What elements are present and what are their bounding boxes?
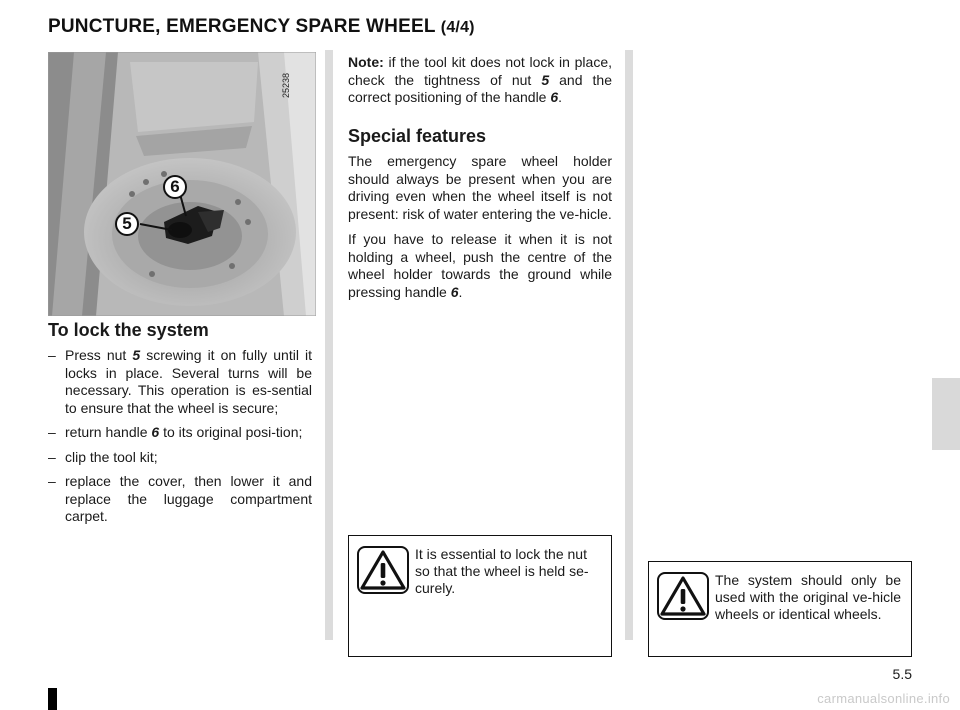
column-divider-left	[325, 50, 333, 640]
list-dash: –	[48, 448, 56, 465]
lock-system-heading: To lock the system	[48, 320, 209, 340]
list-dash: –	[48, 424, 56, 440]
note-paragraph	[348, 54, 612, 107]
page-title	[48, 16, 475, 38]
page-number: 5.5	[892, 666, 912, 682]
lock-step-2	[48, 424, 312, 442]
note-text: if the tool kit does not lock in place, check the tightness of nut	[348, 54, 612, 88]
title-main: PUNCTURE, EMERGENCY SPARE WHEEL	[48, 16, 436, 37]
paragraph-text: .	[458, 283, 463, 300]
figure-reference-code: 25238	[281, 72, 291, 98]
warning-text-lock-nut: It is essential to lock the nut so that the wheel is held se-curely.	[415, 546, 589, 596]
special-paragraph-2	[348, 231, 612, 301]
warning-box-original-wheels	[648, 561, 912, 657]
ref-nut-5: 5	[132, 347, 141, 363]
list-dash: –	[48, 473, 56, 489]
callout-nut-5: 5	[115, 212, 139, 236]
warning-triangle-icon	[357, 546, 409, 594]
callout-handle-6: 6	[163, 175, 187, 199]
page-corner-mark	[48, 688, 57, 710]
lock-step-3	[48, 449, 312, 467]
title-part-indicator: (4/4)	[440, 19, 475, 36]
step-text: return handle	[65, 424, 152, 440]
section-thumb-tab	[932, 378, 960, 450]
step-text: clip the tool kit;	[65, 448, 158, 465]
special-features-body	[348, 153, 612, 301]
note-label: Note:	[348, 54, 384, 70]
ref-handle-6: 6	[450, 283, 459, 300]
ref-handle-6: 6	[151, 424, 160, 440]
step-text: replace the cover, then lower it and replace the luggage compartment carpet.	[65, 473, 312, 524]
ref-handle-6: 6	[550, 89, 559, 105]
special-features-heading: Special features	[348, 126, 487, 146]
step-text: screwing it on fully until it locks in place. Several turns will be necessary. This operation is es-sential to ensure that the wheel is secure;	[65, 347, 312, 416]
step-text: Press nut	[65, 347, 133, 363]
special-paragraph-1: The emergency spare wheel holder should always be present when you are driving even when the wheel itself is not present: risk of water entering the ve-hicle.	[348, 153, 612, 222]
lock-step-4	[48, 473, 312, 526]
ref-nut-5: 5	[541, 71, 550, 88]
lock-steps-list	[48, 347, 312, 533]
note-text: .	[558, 89, 563, 105]
paragraph-text: If you have to release it when it is not holding a wheel, push the centre of the wheel holder towards the ground while pressing handle	[348, 231, 612, 300]
watermark-text: carmanualsonline.info	[817, 691, 950, 706]
lock-step-1	[48, 347, 312, 417]
warning-text-original-wheels: The system should only be used with the original ve-hicle wheels or identical wheels.	[715, 572, 901, 622]
step-text: to its original posi-tion;	[159, 424, 303, 440]
list-dash: –	[48, 347, 56, 363]
spare-wheel-holder-photo	[48, 52, 316, 316]
column-divider-right	[625, 50, 633, 640]
note-text: and the correct positioning of the handle	[348, 71, 612, 105]
warning-box-lock-nut	[348, 535, 612, 657]
warning-triangle-icon	[657, 572, 709, 620]
